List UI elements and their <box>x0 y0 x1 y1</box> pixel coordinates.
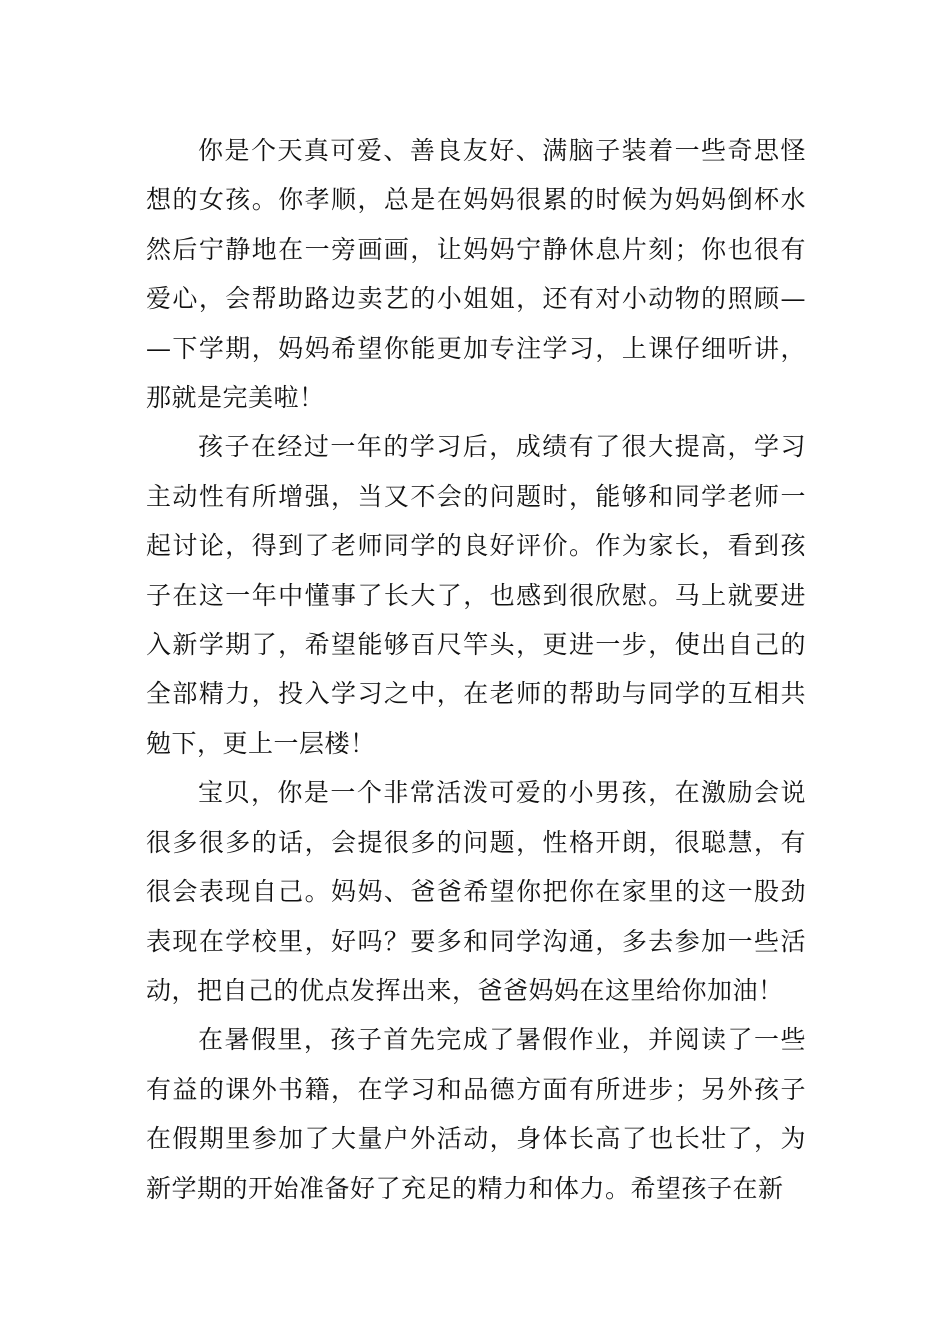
paragraph-4: 在暑假里，孩子首先完成了暑假作业，并阅读了一些有益的课外书籍，在学习和品德方面有所进步；另外孩子在假期里参加了大量户外活动，身体长高了也长壮了，为新学期的开始准备好了充足的精力和体力。希望孩子在新 <box>146 1025 806 1203</box>
paragraph-2: 孩子在经过一年的学习后，成绩有了很大提高，学习主动性有所增强，当又不会的问题时，能够和同学老师一起讨论，得到了老师同学的良好评价。作为家长，看到孩子在这一年中懂事了长大了，也感到很欣慰。马上就要进入新学期了，希望能够百尺竿头，更进一步，使出自己的全部精力，投入学习之中，在老师的帮助与同学的互相共勉下，更上一层楼！ <box>146 432 806 758</box>
paragraph-1: 你是个天真可爱、善良友好、满脑子装着一些奇思怪想的女孩。你孝顺，总是在妈妈很累的时候为妈妈倒杯水然后宁静地在一旁画画，让妈妈宁静休息片刻；你也很有爱心，会帮助路边卖艺的小姐姐，还有对小动物的照顾——下学期，妈妈希望你能更加专注学习，上课仔细听讲，那就是完美啦！ <box>146 136 806 413</box>
document-body <box>146 126 806 1213</box>
paragraph-3: 宝贝，你是一个非常活泼可爱的小男孩，在激励会说很多很多的话，会提很多的问题，性格开朗，很聪慧，有很会表现自己。妈妈、爸爸希望你把你在家里的这一股劲表现在学校里，好吗？要多和同学沟通，多去参加一些活动，把自己的优点发挥出来，爸爸妈妈在这里给你加油！ <box>146 778 806 1005</box>
